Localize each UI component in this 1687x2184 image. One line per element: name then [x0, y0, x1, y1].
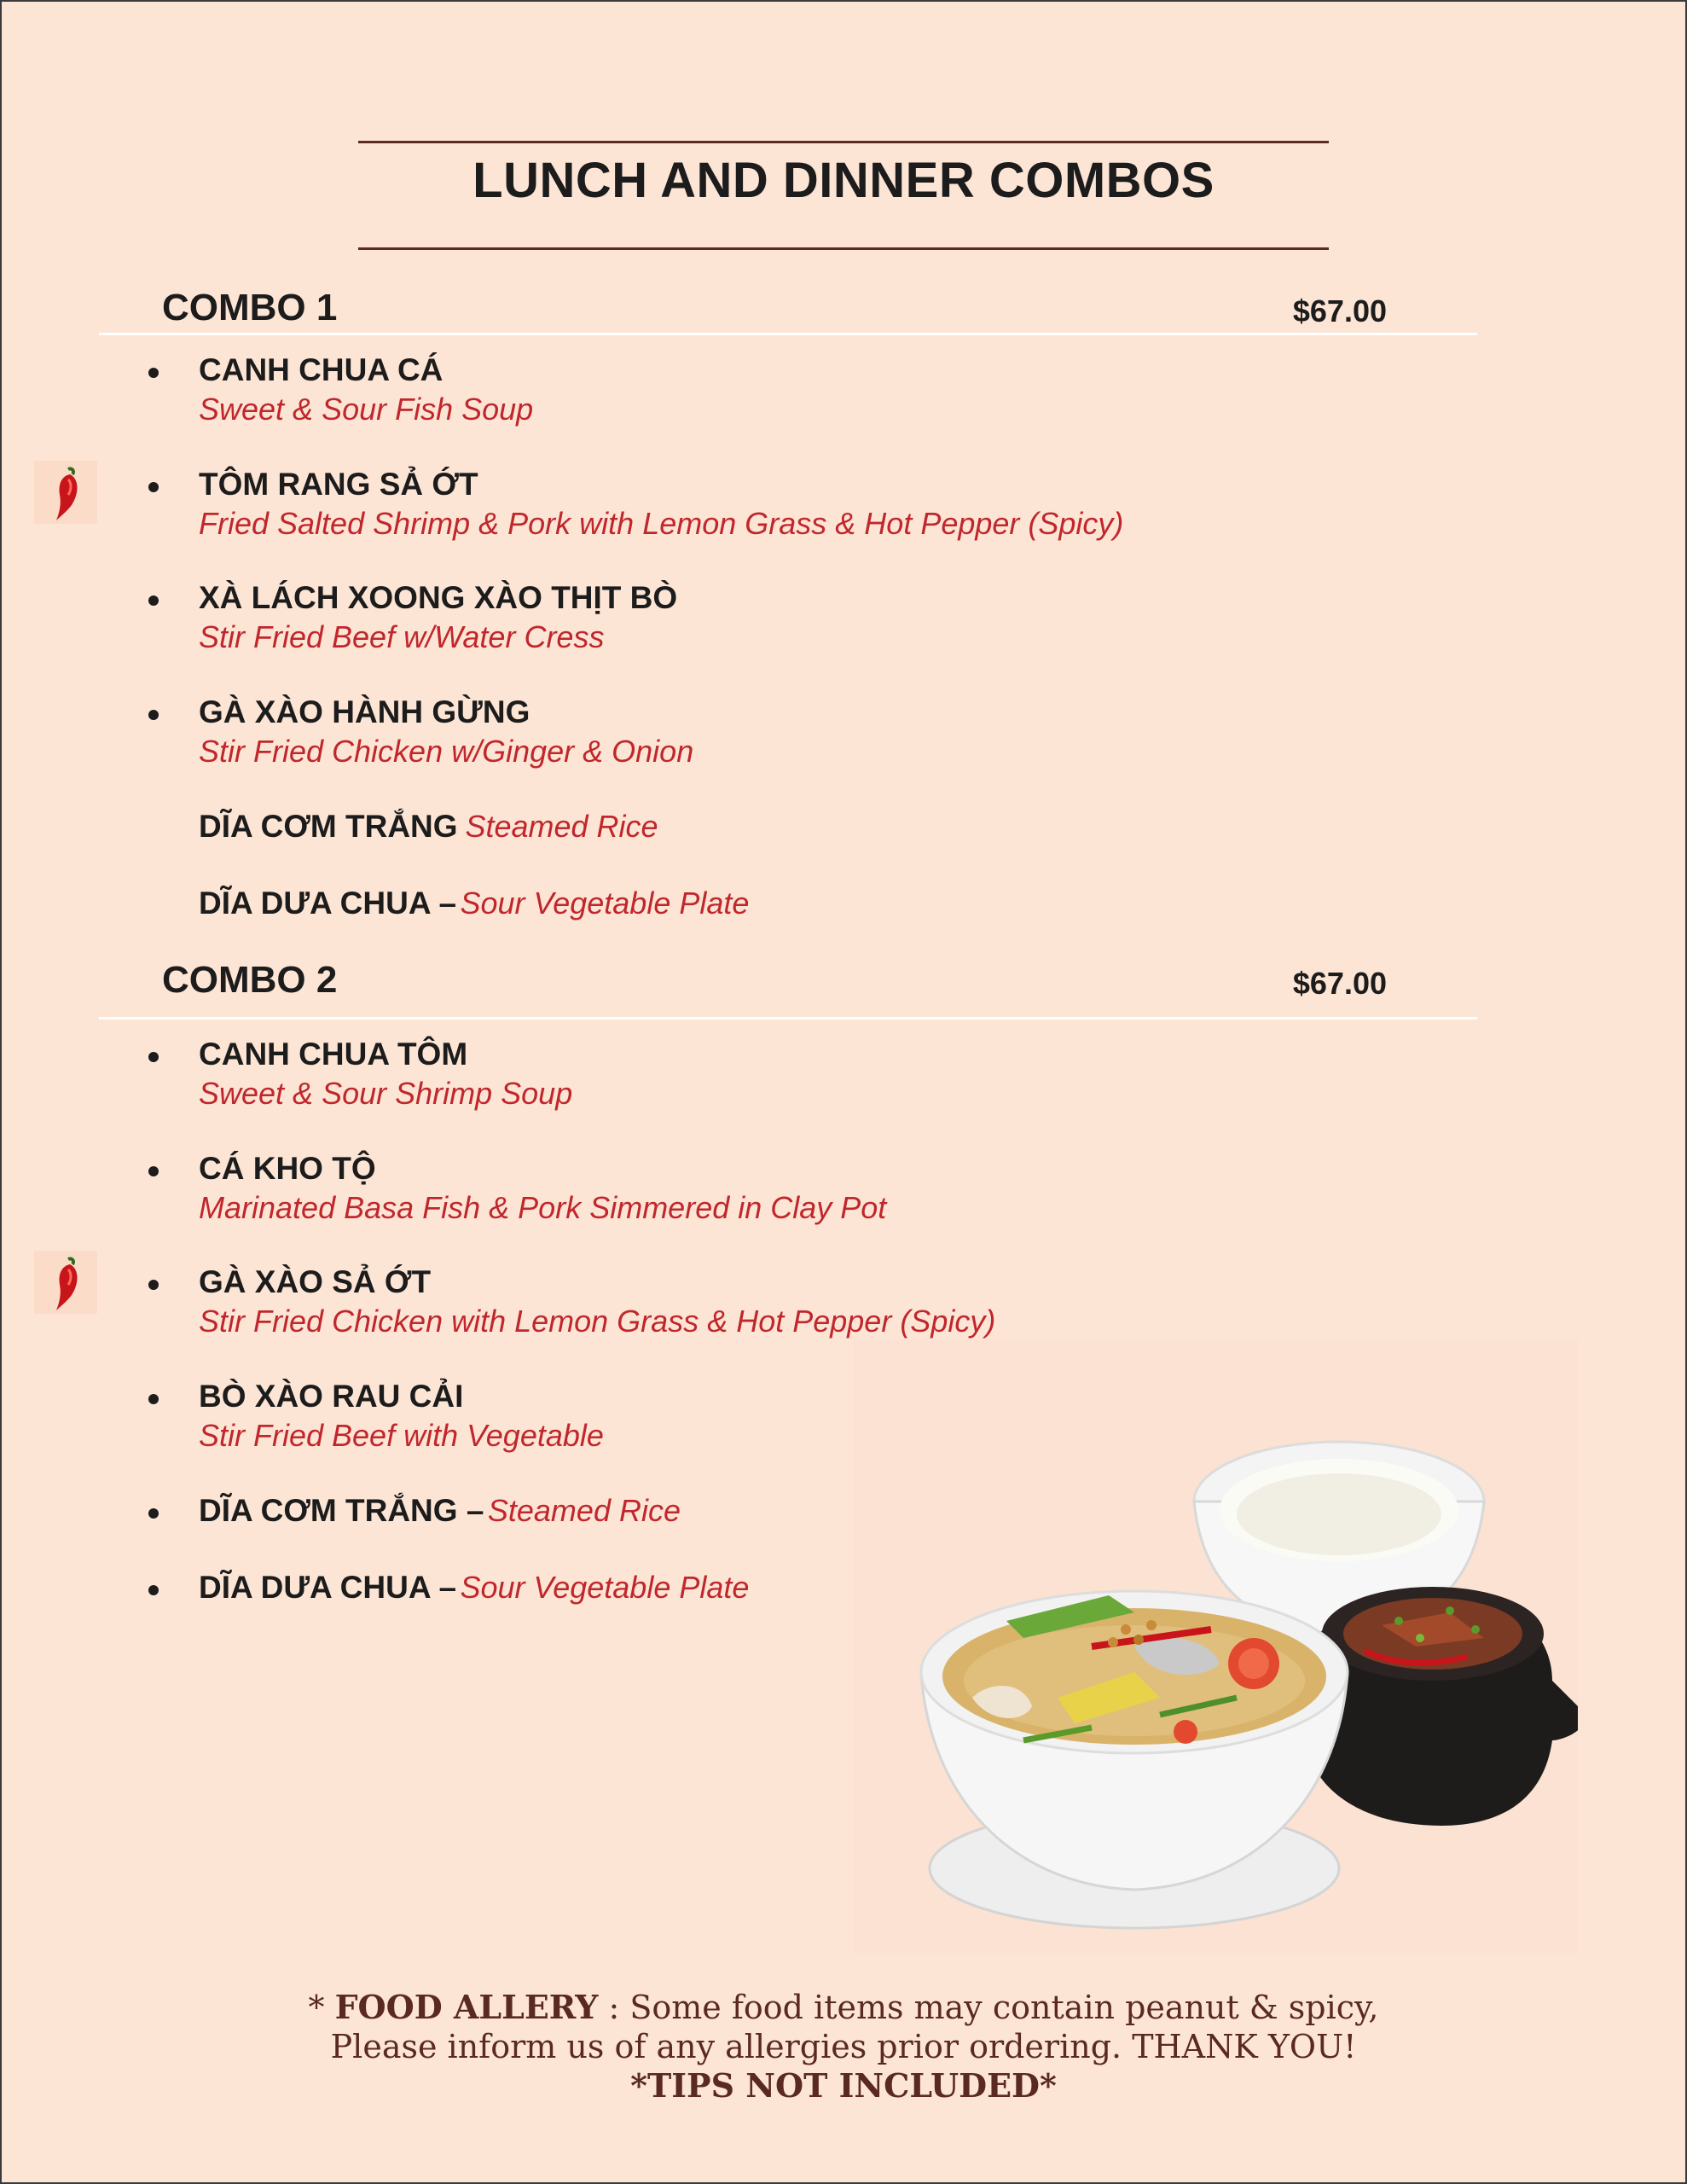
dish-name-vn: XÀ LÁCH XOONG XÀO THỊT BÒ — [199, 580, 678, 615]
dish-name-en: Stir Fried Chicken with Lemon Grass & Hot Pepper (Spicy) — [199, 1304, 996, 1339]
dish-name-en: Sweet & Sour Shrimp Soup — [199, 1076, 573, 1111]
list-item — [199, 465, 1123, 543]
dish-name-en: Sweet & Sour Fish Soup — [199, 392, 534, 427]
combo-1-heading: COMBO 1 — [162, 287, 338, 328]
page-title: LUNCH AND DINNER COMBOS — [472, 153, 1215, 208]
list-item — [199, 1491, 681, 1537]
allergy-instruction: Please inform us of any allergies prior ordering. THANK YOU! — [330, 2028, 1357, 2065]
combo-1-divider — [99, 333, 1477, 335]
combo-2-heading: COMBO 2 — [162, 959, 338, 1001]
allergy-prefix: * — [308, 1989, 335, 2026]
bullet — [148, 368, 159, 378]
dish-name-en: Stir Fried Chicken w/Ginger & Onion — [199, 734, 694, 769]
dish-name-en: Stir Fried Beef with Vegetable — [199, 1418, 604, 1453]
bullet — [148, 482, 159, 492]
dish-name-en: Fried Salted Shrimp & Pork with Lemon Grass & Hot Pepper (Spicy) — [199, 506, 1124, 541]
title-rule-top — [358, 141, 1329, 143]
bullet — [148, 1394, 159, 1404]
list-item — [199, 1568, 749, 1614]
dish-name-en: Steamed Rice — [465, 809, 658, 844]
tips-notice: *TIPS NOT INCLUDED* — [630, 2066, 1057, 2105]
bullet — [148, 1166, 159, 1176]
dish-name-vn: GÀ XÀO HÀNH GỪNG — [199, 694, 530, 729]
list-item — [199, 1035, 572, 1113]
bullet — [148, 1052, 159, 1062]
list-item — [199, 351, 533, 429]
bullet — [148, 595, 159, 606]
dish-name-en: Sour Vegetable Plate — [460, 886, 750, 921]
allergy-notice — [0, 1988, 1687, 2027]
combo-2-divider — [99, 1017, 1477, 1019]
dish-name-vn: DĨA DƯA CHUA – — [199, 1570, 457, 1605]
dish-name-vn: CANH CHUA CÁ — [199, 352, 443, 387]
dish-name-en: Marinated Basa Fish & Pork Simmered in Clay Pot — [199, 1190, 887, 1225]
allergy-text: : Some food items may contain peanut & spicy, — [598, 1989, 1379, 2026]
dish-name-vn: DĨA CƠM TRẮNG – — [199, 1493, 484, 1528]
dish-name-en: Stir Fried Beef w/Water Cress — [199, 619, 605, 654]
allergy-label: FOOD ALLERY — [334, 1988, 599, 2026]
combo-1-price: $67.00 — [1292, 293, 1387, 328]
dish-name-vn: TÔM RANG SẢ ỚT — [199, 467, 478, 502]
list-item — [199, 884, 749, 930]
dish-name-en: Sour Vegetable Plate — [460, 1570, 750, 1605]
dish-name-vn: DĨA CƠM TRẮNG — [199, 809, 458, 844]
chili-pepper-icon — [34, 461, 97, 524]
dish-name-vn: CÁ KHO TỘ — [199, 1151, 376, 1186]
combo-2-price: $67.00 — [1292, 966, 1387, 1001]
title-rule-bottom — [358, 247, 1329, 250]
dish-name-vn: CANH CHUA TÔM — [199, 1037, 468, 1072]
bullet — [148, 710, 159, 720]
chili-pepper-icon — [34, 1251, 97, 1314]
list-item — [199, 807, 658, 853]
bullet — [148, 1280, 159, 1290]
dish-name-vn: DĨA DƯA CHUA – — [199, 886, 457, 921]
list-item — [199, 578, 677, 657]
dish-name-vn: GÀ XÀO SẢ ỚT — [199, 1264, 432, 1299]
list-item — [199, 1149, 886, 1228]
bullet — [148, 1508, 159, 1519]
food-photo — [853, 1339, 1578, 1954]
dish-name-vn: BÒ XÀO RAU CẢI — [199, 1379, 464, 1414]
list-item — [199, 1377, 604, 1455]
dish-name-en: Steamed Rice — [487, 1493, 681, 1528]
bullet — [148, 1585, 159, 1595]
list-item — [199, 693, 693, 771]
list-item — [199, 1263, 995, 1341]
